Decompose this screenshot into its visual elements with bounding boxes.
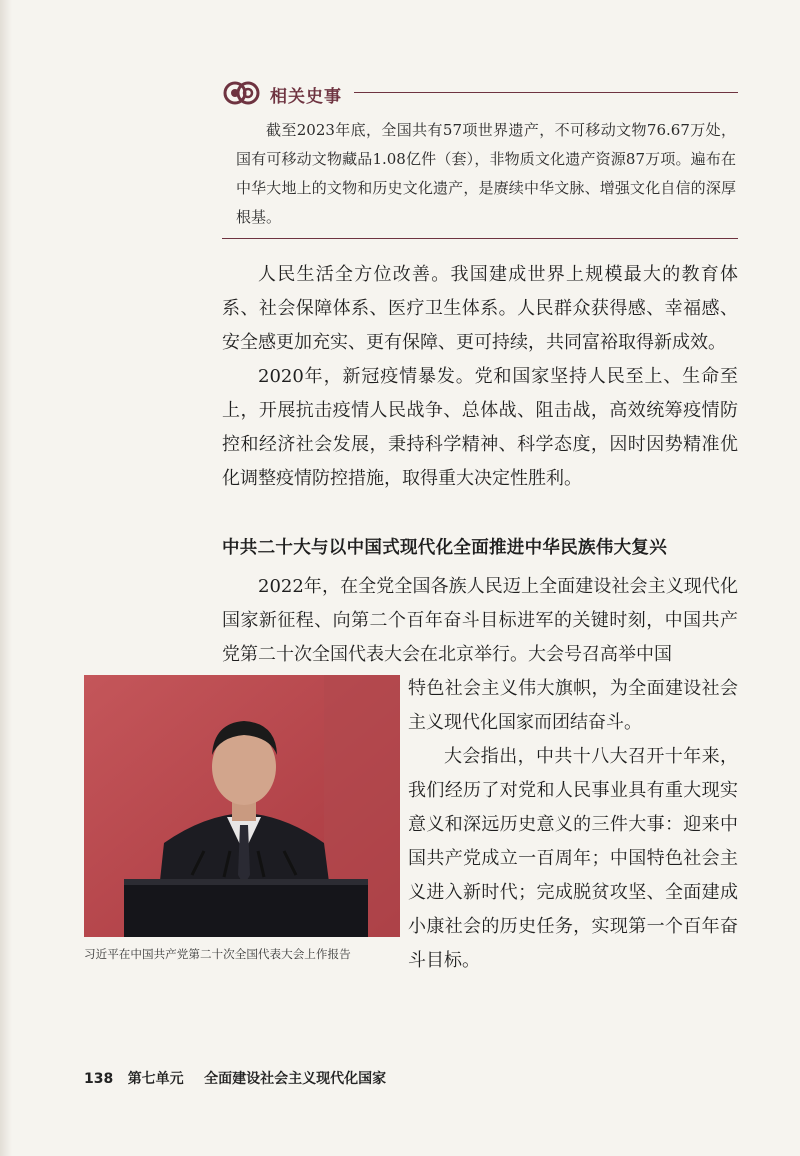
paragraph-20th-congress-continued: 特色社会主义伟大旗帜，为全面建设社会主义现代化国家而团结奋斗。: [408, 678, 738, 733]
photo-caption: 习近平在中国共产党第二十次全国代表大会上作报告: [84, 947, 351, 961]
chapter-title: 全面建设社会主义现代化国家: [204, 1071, 387, 1087]
speaker-illustration: [84, 675, 400, 937]
page-edge: [0, 0, 12, 1156]
paragraph-20th-congress: 2022年，在全党全国各族人民迈上全面建设社会主义现代化国家新征程、向第二个百年奋斗目标进军的关键时刻，中国共产党第二十次全国代表大会在北京举行。大会号召高举中国: [222, 576, 738, 665]
congress-report-photo: [84, 675, 400, 937]
unit-label: 第七单元: [127, 1071, 184, 1087]
related-history-title: 相关史事: [270, 87, 342, 107]
section-heading: 中共二十大与以中国式现代化全面推进中华民族伟大复兴: [222, 538, 667, 558]
swirl-logo-icon: [222, 76, 262, 110]
related-history-text: 截至2023年底，全国共有57项世界遗产，不可移动文物76.67万处，国有可移动文物藏品1.08亿件（套），非物质文化遗产资源87万项。遍布在中华大地上的文物和历史文化遗产，是赓续中华文脉、增强文化自信的深厚根基。: [236, 121, 736, 226]
page-number: 138: [84, 1071, 114, 1087]
header-rule: [354, 92, 738, 93]
page-footer: [84, 1068, 386, 1088]
paragraph-epidemic: 2020年，新冠疫情暴发。党和国家坚持人民至上、生命至上，开展抗击疫情人民战争、总体战、阻击战，高效统筹疫情防控和经济社会发展，秉持科学精神、科学态度，因时因势精准优化调整疫情防控措施，取得重大决定性胜利。: [222, 366, 738, 489]
related-history-header: [222, 72, 738, 112]
paragraph-living-standards: 人民生活全方位改善。我国建成世界上规模最大的教育体系、社会保障体系、医疗卫生体系。人民群众获得感、幸福感、安全感更加充实、更有保障、更可持续，共同富裕取得新成效。: [222, 264, 738, 353]
box-bottom-rule: [222, 238, 738, 239]
paragraph-three-events: 大会指出，中共十八大召开十年来，我们经历了对党和人民事业具有重大现实意义和深远历史意义的三件大事：迎来中国共产党成立一百周年；中国特色社会主义进入新时代；完成脱贫攻坚、全面建成小康社会的历史任务，实现第一个百年奋斗目标。: [408, 746, 738, 971]
